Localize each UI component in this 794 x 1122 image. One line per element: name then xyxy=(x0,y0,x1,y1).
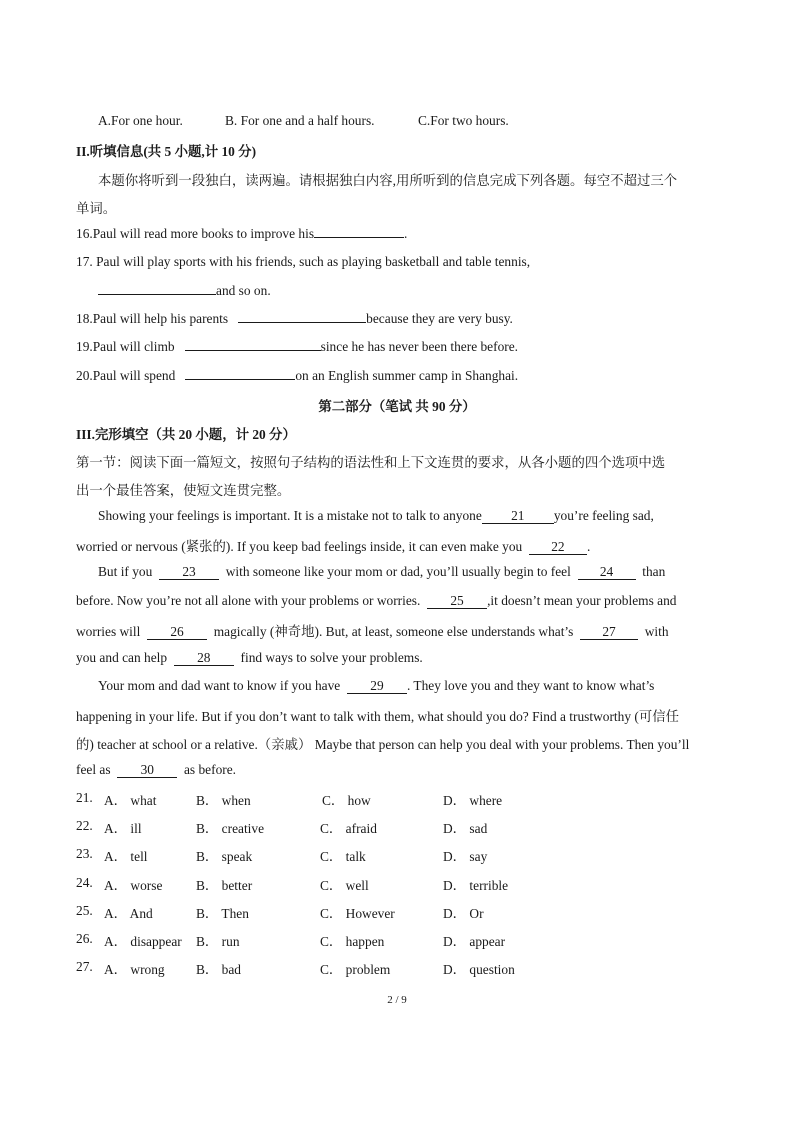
question-17: 17. Paul will play sports with his friends, such as playing basketball and table tennis, xyxy=(76,254,531,269)
option-c[interactable]: C． well xyxy=(320,878,369,893)
passage-p2-line2 xyxy=(76,593,676,609)
p2-text-i: you and can help xyxy=(76,650,168,665)
q16-text: 16.Paul will read more books to improve his xyxy=(76,226,315,241)
question-19 xyxy=(76,339,518,355)
q19-tail: since he has never been there before. xyxy=(320,339,519,354)
question-16 xyxy=(76,226,407,242)
option-c[interactable]: C． afraid xyxy=(320,821,377,836)
answer-blank-17[interactable] xyxy=(98,294,216,295)
option-c[interactable]: C． talk xyxy=(320,849,366,864)
p1-text-b: you’re feeling sad, xyxy=(553,508,654,523)
question-17-cont xyxy=(98,283,271,299)
option-d[interactable]: D． Or xyxy=(443,906,484,921)
passage-p2-line4 xyxy=(76,650,423,666)
option-row-num: 25. xyxy=(76,903,93,918)
passage-p3-line2: happening in your life. But if you don’t want to talk with them, what should you do? Find a trustworthy (可信任 xyxy=(76,709,680,724)
option-a[interactable]: A． wrong xyxy=(104,962,165,977)
q19-text: 19.Paul will climb xyxy=(76,339,175,354)
option-row-num: 22. xyxy=(76,818,93,833)
q20-tail: on an English summer camp in Shanghai. xyxy=(295,368,519,383)
option-row-num: 21. xyxy=(76,790,93,805)
answer-blank-20[interactable] xyxy=(185,379,295,380)
p3-text-c: feel as xyxy=(76,762,111,777)
cloze-blank-30[interactable]: 30 xyxy=(117,763,177,778)
passage-p1-line2 xyxy=(76,536,590,555)
answer-blank-16[interactable] xyxy=(314,237,404,238)
option-row-num: 26. xyxy=(76,931,93,946)
passage-p3-line4 xyxy=(76,762,236,778)
option-c[interactable]: C． how xyxy=(322,793,371,808)
cloze-blank-27[interactable]: 27 xyxy=(580,625,638,640)
passage-p2-line3 xyxy=(76,621,669,640)
q16-tail: . xyxy=(404,226,408,241)
option-a[interactable]: A． And xyxy=(104,906,153,921)
option-d[interactable]: D． say xyxy=(443,849,488,864)
question-20 xyxy=(76,368,518,384)
answer-blank-18[interactable] xyxy=(238,322,366,323)
p2-text-g: magically (神奇地). But, at least, someone else understands what’s xyxy=(213,624,574,639)
option-b[interactable]: B． speak xyxy=(196,849,253,864)
p2-text-a: But if you xyxy=(98,564,153,579)
section3-instruction: 第一节：阅读下面一篇短文，按照句子结构的语法性和上下文连贯的要求，从各小题的四个选项中选 xyxy=(76,455,666,470)
option-c[interactable]: C． problem xyxy=(320,962,391,977)
p2-text-c: than xyxy=(642,564,666,579)
section3-instruction-cont: 出一个最佳答案，使短文连贯完整。 xyxy=(76,483,291,498)
option-d[interactable]: D． sad xyxy=(443,821,488,836)
passage-p3-line3: 的) teacher at school or a relative.（亲戚） Maybe that person can help you deal with your problems. Then you’ll xyxy=(76,737,690,752)
option-c[interactable]: C． However xyxy=(320,906,395,921)
p2-text-h: with xyxy=(644,624,669,639)
q20-text: 20.Paul will spend xyxy=(76,368,176,383)
passage-p3-line1 xyxy=(98,678,654,694)
q15-option-b: B. For one and a half hours. xyxy=(225,113,375,128)
passage-p2-line1 xyxy=(98,564,665,580)
q15-option-c: C.For two hours. xyxy=(418,113,509,128)
cloze-blank-22[interactable]: 22 xyxy=(529,540,587,555)
option-row-num: 27. xyxy=(76,959,93,974)
p2-text-f: worries will xyxy=(76,624,141,639)
section3-heading: III.完形填空（共 20 小题，计 20 分） xyxy=(76,427,296,442)
page-number: 2 / 9 xyxy=(387,994,407,1006)
section2-heading: II.听填信息(共 5 小题,计 10 分) xyxy=(76,144,257,159)
cloze-blank-28[interactable]: 28 xyxy=(174,651,234,666)
p2-text-e: ,it doesn’t mean your problems and xyxy=(487,593,677,608)
p1-text-d: . xyxy=(586,539,591,554)
q15-option-a: A.For one hour. xyxy=(98,113,183,128)
cloze-blank-23[interactable]: 23 xyxy=(159,565,219,580)
option-d[interactable]: D． where xyxy=(443,793,503,808)
option-d[interactable]: D． terrible xyxy=(443,878,509,893)
option-a[interactable]: A． worse xyxy=(104,878,163,893)
option-d[interactable]: D． appear xyxy=(443,934,506,949)
cloze-blank-29[interactable]: 29 xyxy=(347,679,407,694)
part2-title: 第二部分（笔试 共 90 分） xyxy=(318,399,476,414)
option-b[interactable]: B． when xyxy=(196,793,251,808)
option-row-num: 24. xyxy=(76,875,93,890)
q18-tail: because they are very busy. xyxy=(366,311,513,326)
option-a[interactable]: A． disappear xyxy=(104,934,182,949)
passage-p1-line1 xyxy=(98,508,654,524)
p2-text-b: with someone like your mom or dad, you’ll usually begin to feel xyxy=(225,564,571,579)
option-c[interactable]: C． happen xyxy=(320,934,385,949)
p2-text-j: find ways to solve your problems. xyxy=(240,650,423,665)
p3-text-a: Your mom and dad want to know if you have xyxy=(98,678,341,693)
p3-text-d: as before. xyxy=(183,762,237,777)
cloze-blank-26[interactable]: 26 xyxy=(147,625,207,640)
option-b[interactable]: B． run xyxy=(196,934,240,949)
section2-instruction-cont: 单词。 xyxy=(76,201,117,216)
q18-text: 18.Paul will help his parents xyxy=(76,311,229,326)
q17-tail: and so on. xyxy=(216,283,271,298)
question-18 xyxy=(76,311,513,327)
option-b[interactable]: B． bad xyxy=(196,962,242,977)
cloze-blank-25[interactable]: 25 xyxy=(427,594,487,609)
p2-text-d: before. Now you’re not all alone with your problems or worries. xyxy=(76,593,421,608)
option-d[interactable]: D． question xyxy=(443,962,515,977)
option-a[interactable]: A． ill xyxy=(104,821,142,836)
option-row-num: 23. xyxy=(76,846,93,861)
option-a[interactable]: A． what xyxy=(104,793,157,808)
option-b[interactable]: B． Then xyxy=(196,906,249,921)
cloze-blank-21[interactable]: 21 xyxy=(482,509,554,524)
p1-text-a: Showing your feelings is important. It is a mistake not to talk to anyone xyxy=(98,508,482,523)
p1-text-c: worried or nervous (紧张的). If you keep bad feelings inside, it can even make you xyxy=(76,539,523,554)
p3-text-b: . They love you and they want to know what’s xyxy=(406,678,655,693)
section2-instruction: 本题你将听到一段独白，读两遍。请根据独白内容,用所听到的信息完成下列各题。每空不超过三个 xyxy=(98,173,678,188)
cloze-blank-24[interactable]: 24 xyxy=(578,565,636,580)
option-b[interactable]: B． creative xyxy=(196,821,265,836)
option-a[interactable]: A． tell xyxy=(104,849,148,864)
option-b[interactable]: B． better xyxy=(196,878,253,893)
answer-blank-19[interactable] xyxy=(185,350,321,351)
